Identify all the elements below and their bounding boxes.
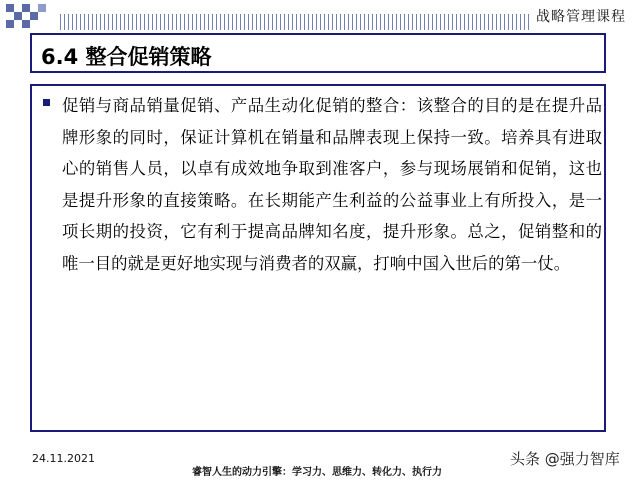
- course-title: 战略管理课程: [536, 9, 626, 25]
- header-band: [0, 0, 640, 30]
- bullet-square-icon: [43, 99, 50, 106]
- content-box: [30, 84, 606, 432]
- hatch-bar: [60, 14, 530, 30]
- footer-date: 24.11.2021: [32, 452, 95, 465]
- footer-slogan: 睿智人生的动力引擎：学习力、思维力、转化力、执行力: [192, 467, 442, 478]
- slide-title: 6.4 整合促销策略: [41, 45, 212, 69]
- slide-title-box: [30, 33, 606, 73]
- bullet-text: 促销与商品销量促销、产品生动化促销的整合：该整合的目的是在提升品牌形象的同时，保证计算机在销量和品牌表现上保持一致。培养具有进取心的销售人员，以卓有成效地争取到准客户，参与现场展销和促销，这也是提升形象的直接策略。在长期能产生利益的公益事业上有所投入，是一项长期的投资，它有利于提高品牌知名度，提升形象。总之，促销整和的唯一目的就是更好地实现与消费者的双赢，打响中国入世后的第一仗。: [62, 96, 602, 273]
- watermark: 头条 @强力智库: [510, 450, 620, 468]
- checker-pattern: [6, 4, 46, 28]
